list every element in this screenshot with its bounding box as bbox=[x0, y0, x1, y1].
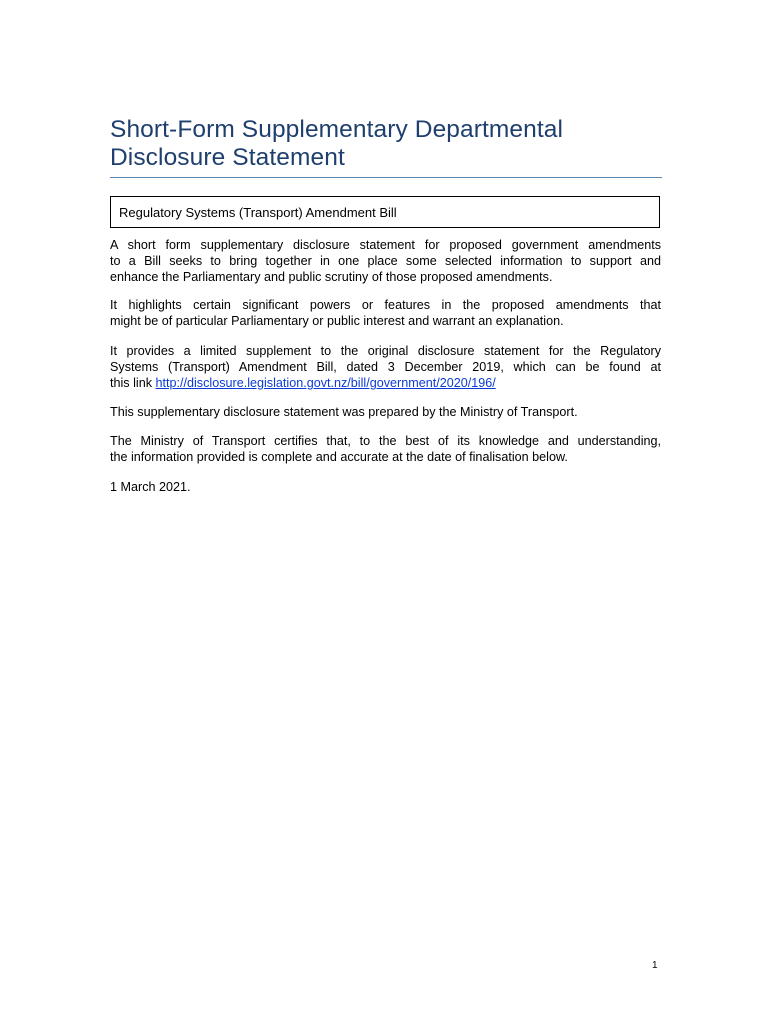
certification-paragraph bbox=[110, 433, 661, 465]
intro-line-2: to a Bill seeks to bring together in one place some selected information to support and bbox=[110, 254, 661, 268]
intro-line-3: enhance the Parliamentary and public scrutiny of those proposed amendments. bbox=[110, 270, 553, 284]
supplement-line-1: It provides a limited supplement to the original disclosure statement for the Regulatory bbox=[110, 344, 661, 358]
bill-name: Regulatory Systems (Transport) Amendment Bill bbox=[119, 205, 397, 220]
supplement-paragraph bbox=[110, 343, 661, 391]
page-title bbox=[110, 116, 662, 172]
highlights-paragraph bbox=[110, 297, 661, 329]
title-underline-rule bbox=[110, 177, 662, 178]
intro-line-1: A short form supplementary disclosure statement for proposed government amendments bbox=[110, 238, 661, 252]
supplement-line-3 bbox=[110, 375, 661, 391]
prepared-by-paragraph bbox=[110, 404, 661, 420]
intro-paragraph bbox=[110, 237, 661, 285]
bill-name-box bbox=[110, 196, 660, 228]
certification-line-2: the information provided is complete and accurate at the date of finalisation below. bbox=[110, 450, 568, 464]
title-line-1: Short-Form Supplementary Departmental bbox=[110, 116, 564, 143]
certification-line-1: The Ministry of Transport certifies that, to the best of its knowledge and understanding, bbox=[110, 434, 661, 448]
supplement-line-2: Systems (Transport) Amendment Bill, dated 3 December 2019, which can be found at bbox=[110, 360, 661, 374]
prepared-by-line: This supplementary disclosure statement was prepared by the Ministry of Transport. bbox=[110, 405, 578, 419]
page-number: 1 bbox=[652, 960, 658, 971]
highlights-line-2: might be of particular Parliamentary or public interest and warrant an explanation. bbox=[110, 314, 564, 328]
highlights-line-1: It highlights certain significant powers or features in the proposed amendments that bbox=[110, 298, 661, 312]
date-paragraph bbox=[110, 479, 661, 495]
finalisation-date: 1 March 2021. bbox=[110, 480, 191, 494]
title-line-2: Disclosure Statement bbox=[110, 144, 345, 171]
link-prefix: this link bbox=[110, 376, 156, 390]
disclosure-link[interactable]: http://disclosure.legislation.govt.nz/bill/government/2020/196/ bbox=[155, 376, 496, 390]
